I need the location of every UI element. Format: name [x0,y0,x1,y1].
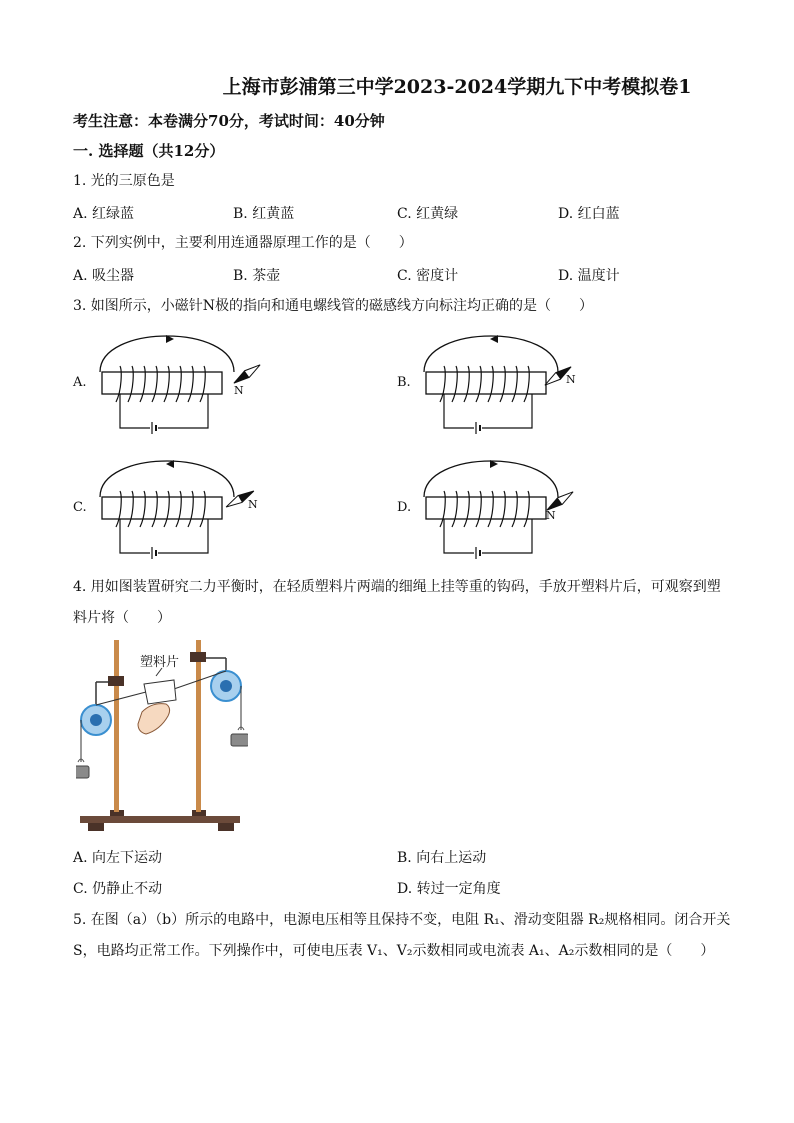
right-rod [196,640,201,812]
exam-notice: 考生注意：本卷满分70分，考试时间：40分钟 [73,112,385,130]
q2-option-b: B. 茶壶 [233,268,281,284]
question-4-stem-line2: 料片将（ ） [73,610,171,626]
q4-option-c: C. 仍静止不动 [73,881,163,897]
question-3-stem: 3. 如图所示，小磁针N极的指向和通电螺线管的磁感线方向标注均正确的是（ ） [73,298,594,314]
q3-label-d: D. [397,500,412,515]
question-1-stem: 1. 光的三原色是 [73,173,175,189]
q1-option-b: B. 红黄蓝 [233,206,295,222]
section-heading: 一. 选择题（共12分） [73,142,225,160]
q2-option-a: A. 吸尘器 [73,268,135,284]
q4-option-b: B. 向右上运动 [397,850,487,866]
two-force-balance-apparatus [76,632,248,837]
q2-option-d: D. 温度计 [558,268,620,284]
needle-n-label: N [234,384,244,397]
needle-n-label: N [546,509,556,522]
question-2-stem: 2. 下列实例中，主要利用连通器原理工作的是（ ） [73,235,413,251]
q3-label-b: B. [397,375,411,390]
q1-option-d: D. 红白蓝 [558,206,620,222]
question-4-stem-line1: 4. 用如图装置研究二力平衡时，在轻质塑料片两端的细绳上挂等重的钩码，手放开塑料片后，可观察到塑 [73,579,721,595]
q1-option-a: A. 红绿蓝 [73,206,135,222]
q4-option-d: D. 转过一定角度 [397,881,501,897]
needle-n-label: N [248,498,258,511]
page-title: 上海市彭浦第三中学2023-2024学期九下中考模拟卷1 [222,76,692,98]
q3-label-c: C. [73,500,87,515]
left-weight [76,766,89,778]
q2-option-c: C. 密度计 [397,268,459,284]
plastic-card-label: 塑料片 [140,655,180,670]
question-5-stem-line2: S，电路均正常工作。下列操作中，可使电压表 V₁、V₂示数相同或电流表 A₁、A₂示数相同的是（ ） [73,943,715,959]
hand-icon [138,704,170,734]
stand-base [80,816,240,823]
q4-option-a: A. 向左下运动 [73,850,163,866]
q1-option-c: C. 红黄绿 [397,206,459,222]
question-5-stem-line1: 5. 在图（a）（b）所示的电路中，电源电压相等且保持不变，电阻 R₁、滑动变阻器 R₂规格相同。闭合开关 [73,912,731,928]
solenoid-figure-d [416,455,596,565]
solenoid-figure-a [92,330,272,440]
compass-needle-icon [232,362,263,387]
left-rod [114,640,119,812]
q3-label-a: A. [73,375,87,390]
solenoid-figure-c [92,455,272,565]
right-weight [231,734,248,746]
needle-n-label: N [566,373,576,386]
plastic-card [144,680,176,704]
solenoid-figure-b [416,330,596,440]
